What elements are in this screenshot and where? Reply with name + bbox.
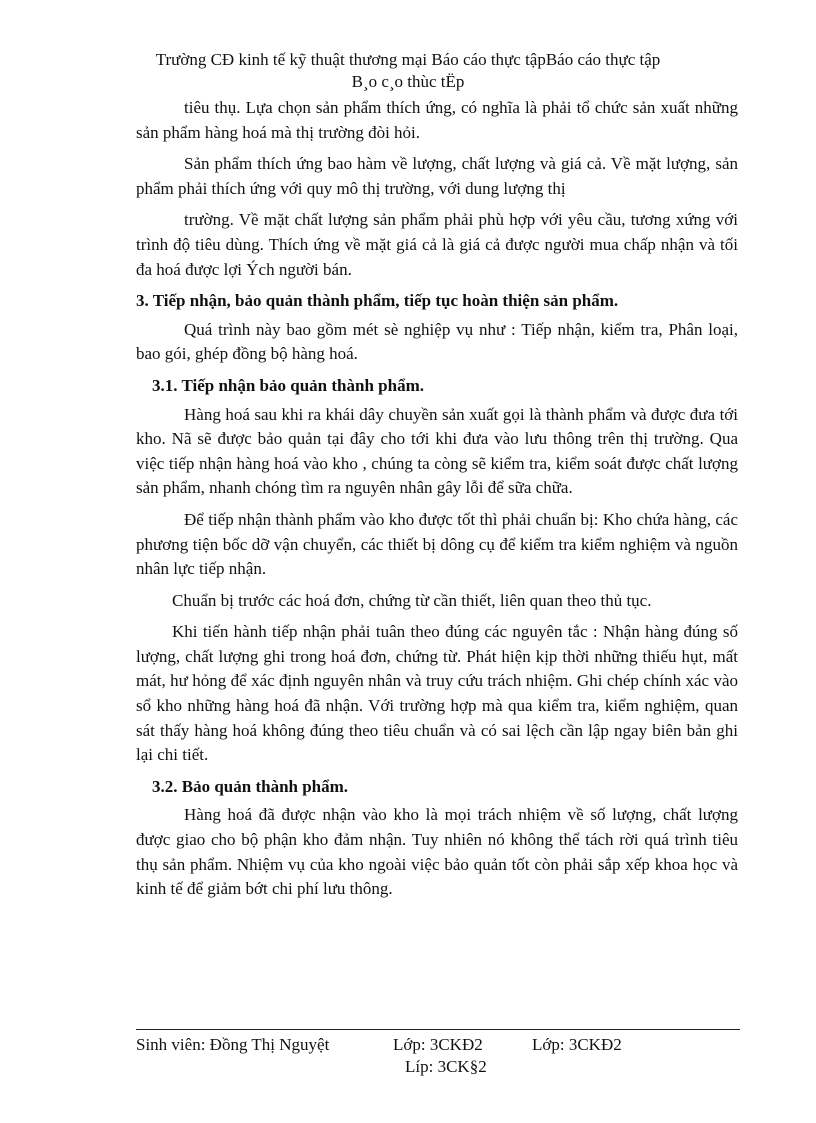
paragraph: Sản phẩm thích ứng bao hàm về lượng, chất lượng và giá cả. Về mặt lượng, sản phẩm phải thích ứng với quy mô thị trường, với dung lượng thị (136, 154, 738, 198)
paragraph: Chuẩn bị trước các hoá đơn, chứng từ cần thiết, liên quan theo thủ tục. (172, 590, 652, 610)
paragraph: trường. Về mặt chất lượng sản phẩm phải phù hợp với yêu cầu, tương xứng với trình độ tiêu dùng. Thích ứng về mặt giá cả là giá cả được người mua chấp nhận và tối đa hoá được lợi Ých người bán. (136, 210, 738, 279)
paragraph: Để tiếp nhận thành phẩm vào kho được tốt thì phải chuẩn bị: Kho chứa hàng, các phương tiện bốc dỡ vận chuyển, các thiết bị dông cụ để kiểm tra kiểm nghiệm và nguồn nhân lực tiếp nhận. (136, 509, 738, 579)
footer-divider (136, 1029, 740, 1030)
paragraph: Hàng hoá đã được nhận vào kho là mọi trách nhiệm về số lượng, chất lượng được giao cho bộ phận kho đảm nhận. Tuy nhiên nó không thể tách rời quá trình tiêu thụ sản phẩm. Nhiệm vụ của kho ngoài việc bảo quản tốt còn phải sắp xếp khoa học và kinh tế để giảm bớt chi phí lưu thông. (136, 805, 738, 899)
footer-class: Lớp: 3CKĐ2 (532, 1035, 622, 1054)
paragraph: Khi tiến hành tiếp nhận phải tuân theo đúng các nguyên tắc : Nhận hàng đúng số lượng, chất lượng ghi trong hoá đơn, chứng từ. Phát hiện kịp thời những thiếu hụt, mất mát, hư hỏng để xác định nguyên nhân và truy cứu trách nhiệm. Ghi chép chính xác vào sổ kho những hàng hoá đã nhận. Với trường hợp mà qua kiểm tra, kiểm nghiệm, quan sát thấy hàng hoá không đúng theo tiêu chuẩn và có sai lệch cần lập ngay biên bản ghi lại chi tiết. (136, 622, 738, 765)
page-header-subtitle: B¸o c¸o thùc tËp (351, 72, 465, 91)
subsection-heading: 3.1. Tiếp nhận bảo quản thành phẩm. (152, 375, 424, 395)
footer-class: Líp: 3CK§2 (405, 1057, 487, 1076)
document-body (136, 96, 738, 909)
section-heading: 3. Tiếp nhận, bảo quản thành phẩm, tiếp tục hoàn thiện sản phẩm. (136, 291, 619, 311)
paragraph: Hàng hoá sau khi ra khái dây chuyền sản xuất gọi là thành phẩm và được đưa tới kho. Nã sẽ được bảo quản tại đây cho tới khi đưa vào lưu thông trên thị trường. Qua việc tiếp nhận hàng hoá vào kho , chúng ta còng sẽ kiểm tra, kiểm soát được chất lượng sản phẩm, nhanh chóng tìm ra nguyên nhân gây lỗi để sữa chữa. (136, 404, 738, 498)
footer-student: Sinh viên: Đồng Thị Nguyệt (136, 1035, 330, 1054)
subsection-heading: 3.2. Bảo quản thành phẩm. (152, 776, 349, 796)
page-header-title: Trường CĐ kinh tế kỹ thuật thương mại Báo cáo thực tậpBáo cáo thực tập (155, 50, 661, 69)
paragraph: tiêu thụ. Lựa chọn sản phẩm thích ứng, có nghĩa là phải tổ chức sản xuất những sản phẩm hàng hoá mà thị trường đòi hỏi. (136, 98, 738, 142)
paragraph: Quá trình này bao gồm mét sè nghiệp vụ như : Tiếp nhận, kiểm tra, Phân loại, bao gói, ghép đồng bộ hàng hoá. (136, 319, 738, 364)
footer-class: Lớp: 3CKĐ2 (393, 1035, 483, 1054)
